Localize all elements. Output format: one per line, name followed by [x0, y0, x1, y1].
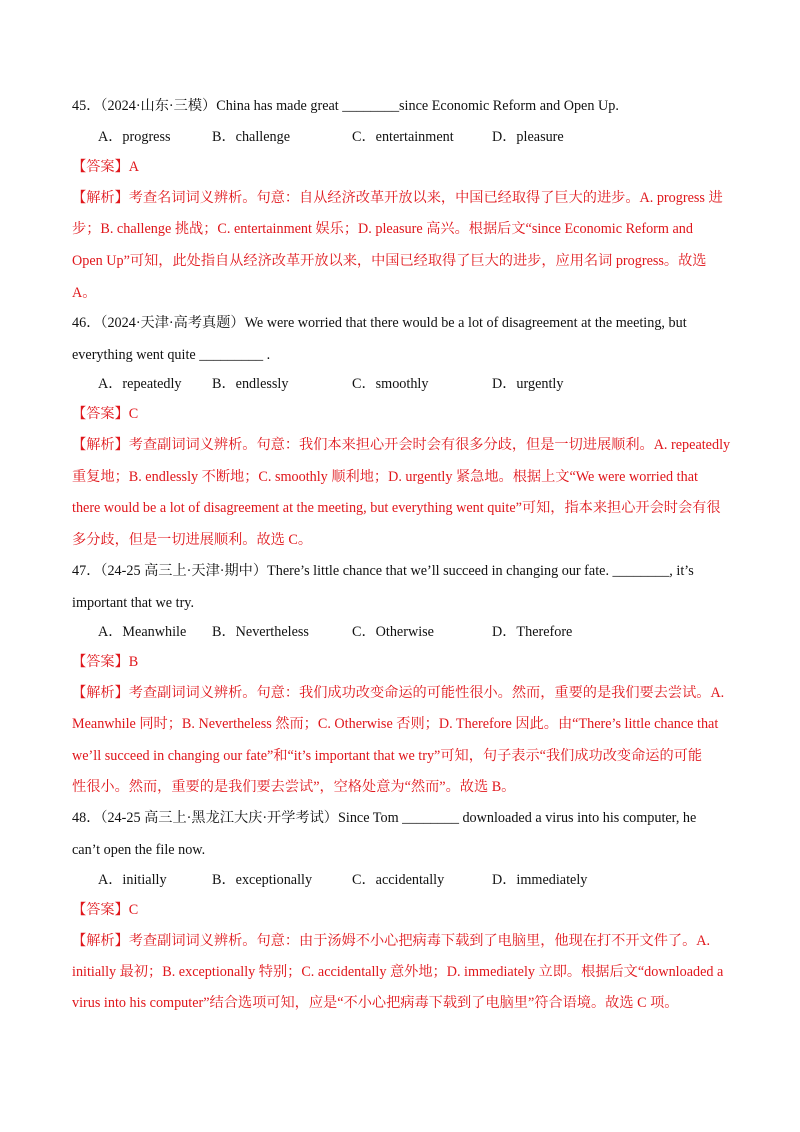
option-a: A．progress — [98, 129, 171, 145]
question-48-stem: can’t open the file now. — [72, 842, 206, 858]
question-45-answer: 【答案】A — [72, 159, 139, 175]
question-47-stem: 47．（24-25 高三上·天津·期中）There’s little chance that we’ll succeed in changing our fate. ________, it’s — [72, 563, 694, 579]
question-46-analysis-line: 重复地；B. endlessly 不断地；C. smoothly 顺利地；D. urgently 紧急地。根据上文“We were worried that — [72, 469, 698, 485]
option-a: A．initially — [98, 872, 167, 888]
question-46-stem: everything went quite _________ . — [72, 347, 271, 363]
question-48-analysis-line: initially 最初；B. exceptionally 特别；C. accidentally 意外地；D. immediately 立即。根据后文“downloaded a — [72, 964, 724, 980]
option-c: C．smoothly — [352, 376, 429, 392]
question-47-analysis-line: 性很小。然而，重要的是我们要去尝试”，空格处意为“然而”。故选 B。 — [72, 779, 516, 795]
question-45-analysis-line: A。 — [72, 285, 97, 301]
question-47-answer: 【答案】B — [72, 654, 139, 670]
option-b: B．exceptionally — [212, 872, 313, 888]
question-48-analysis-line: virus into his computer”结合选项可知，应是“不小心把病毒下载到了电脑里”符合语境。故选 C 项。 — [72, 995, 679, 1011]
option-b: B．Nevertheless — [212, 624, 309, 640]
option-b: B．challenge — [212, 129, 291, 145]
question-45-analysis-line: 【解析】考查名词词义辨析。句意：自从经济改革开放以来，中国已经取得了巨大的进步。A. progress 进 — [72, 190, 723, 206]
question-48-answer: 【答案】C — [72, 902, 139, 918]
question-48-analysis-line: 【解析】考查副词词义辨析。句意：由于汤姆不小心把病毒下载到了电脑里，他现在打不开文件了。A. — [72, 933, 711, 949]
question-47-stem: important that we try. — [72, 595, 195, 611]
option-d: D．pleasure — [492, 129, 564, 145]
option-a: A．repeatedly — [98, 376, 182, 392]
question-47-analysis-line: 【解析】考查副词词义辨析。句意：我们成功改变命运的可能性很小。然而，重要的是我们要去尝试。A. — [72, 685, 725, 701]
option-d: D．urgently — [492, 376, 564, 392]
question-45-analysis-line: Open Up”可知，此处指自从经济改革开放以来，中国已经取得了巨大的进步，应用名词 progress。故选 — [72, 253, 707, 269]
option-a: A．Meanwhile — [98, 624, 187, 640]
question-47-analysis-line: Meanwhile 同时；B. Nevertheless 然而；C. Otherwise 否则；D. Therefore 因此。由“There’s little chance that — [72, 716, 719, 732]
question-46-stem: 46．（2024·天津·高考真题）We were worried that there would be a lot of disagreement at the meeting, but — [72, 315, 687, 331]
option-c: C．accidentally — [352, 872, 445, 888]
option-d: D．immediately — [492, 872, 588, 888]
question-46-analysis-line: 多分歧，但是一切进展顺利。故选 C。 — [72, 532, 313, 548]
question-48-stem: 48．（24-25 高三上·黑龙江大庆·开学考试）Since Tom ________ downloaded a virus into his computer, he — [72, 810, 697, 826]
question-46-answer: 【答案】C — [72, 406, 139, 422]
question-47-analysis-line: we’ll succeed in changing our fate”和“it’s important that we try”可知，句子表示“我们成功改变命运的可能 — [72, 748, 703, 764]
option-d: D．Therefore — [492, 624, 573, 640]
question-46-analysis-line: there would be a lot of disagreement at the meeting, but everything went quite”可知，指本来担心开会时会有很 — [72, 500, 721, 516]
question-45-stem: 45．（2024·山东·三模）China has made great ________since Economic Reform and Open Up. — [72, 98, 619, 114]
option-c: C．Otherwise — [352, 624, 434, 640]
question-46-analysis-line: 【解析】考查副词词义辨析。句意：我们本来担心开会时会有很多分歧，但是一切进展顺利。A. repeatedly — [72, 437, 731, 453]
option-b: B．endlessly — [212, 376, 289, 392]
question-45-analysis-line: 步；B. challenge 挑战；C. entertainment 娱乐；D. pleasure 高兴。根据后文“since Economic Reform and — [72, 221, 693, 237]
option-c: C．entertainment — [352, 129, 454, 145]
